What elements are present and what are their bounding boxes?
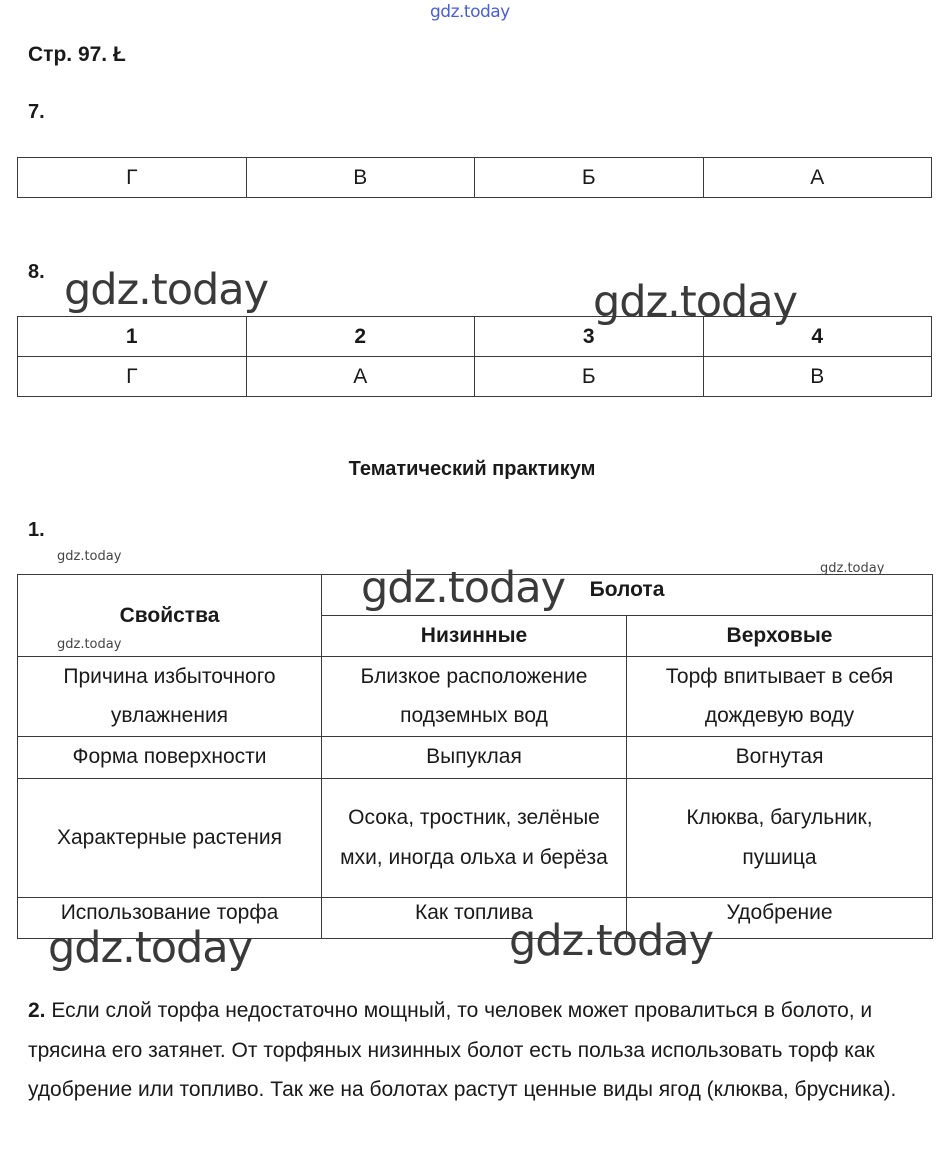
task8-cell-2: А — [246, 357, 475, 397]
task7-number: 7. — [28, 101, 45, 123]
task8-header-2: 2 — [246, 317, 475, 357]
task8-cell-3: Б — [475, 357, 704, 397]
task8-header-3: 3 — [475, 317, 704, 357]
task7-cell-3: Б — [475, 158, 704, 198]
watermark-small: gdz.today — [820, 561, 885, 576]
task8-number: 8. — [28, 261, 45, 283]
row-property: Форма поверхности — [18, 736, 322, 778]
task8-header-4: 4 — [703, 317, 932, 357]
row-property: Характерные растения — [18, 778, 322, 897]
watermark: gdz.today — [509, 916, 714, 966]
bogs-table — [17, 574, 933, 939]
row-lowland: Близкое расположение подземных вод — [322, 656, 627, 736]
task7-cell-2: В — [246, 158, 475, 198]
task2-paragraph — [28, 991, 918, 1110]
page-header: Стр. 97. Ł — [28, 43, 126, 66]
task7-table — [17, 157, 932, 198]
task8-table — [17, 316, 932, 397]
watermark: gdz.today — [48, 923, 253, 973]
task7-cell-4: А — [703, 158, 932, 198]
watermark-small: gdz.today — [57, 637, 122, 652]
row-upland: Удобрение — [627, 897, 933, 938]
watermark: gdz.today — [64, 265, 269, 315]
task1-number: 1. — [28, 519, 45, 541]
header-lowland: Низинные — [322, 616, 627, 657]
watermark-top: gdz.today — [430, 2, 510, 22]
task8-cell-1: Г — [18, 357, 247, 397]
row-property: Использование торфа — [18, 897, 322, 938]
row-lowland: Как топлива — [322, 897, 627, 938]
row-upland: Торф впитывает в себя дождевую воду — [627, 656, 933, 736]
header-bogs: Болота — [322, 575, 933, 616]
section-title: Тематический практикум — [348, 458, 596, 480]
row-lowland: Осока, тростник, зелёные мхи, иногда ольха и берёза — [322, 778, 627, 897]
row-lowland: Выпуклая — [322, 736, 627, 778]
header-upland: Верховые — [627, 616, 933, 657]
row-upland: Клюква, багульник, пушица — [627, 778, 933, 897]
row-property: Причина избыточного увлажнения — [18, 656, 322, 736]
task7-cell-1: Г — [18, 158, 247, 198]
watermark: gdz.today — [361, 563, 566, 613]
row-upland: Вогнутая — [627, 736, 933, 778]
task8-cell-4: В — [703, 357, 932, 397]
task8-header-1: 1 — [18, 317, 247, 357]
watermark: gdz.today — [593, 277, 798, 327]
header-properties: Свойства — [18, 575, 322, 657]
task2-number: 2. — [28, 999, 46, 1022]
task2-text: Если слой торфа недостаточно мощный, то человек может провалиться в болото, и трясина его затянет. От торфяных низинных болот есть польза использовать торф как удобрение или топливо. Так же на болотах растут ценные виды ягод (клюква, брусника). — [28, 999, 897, 1101]
watermark-small: gdz.today — [57, 549, 122, 564]
